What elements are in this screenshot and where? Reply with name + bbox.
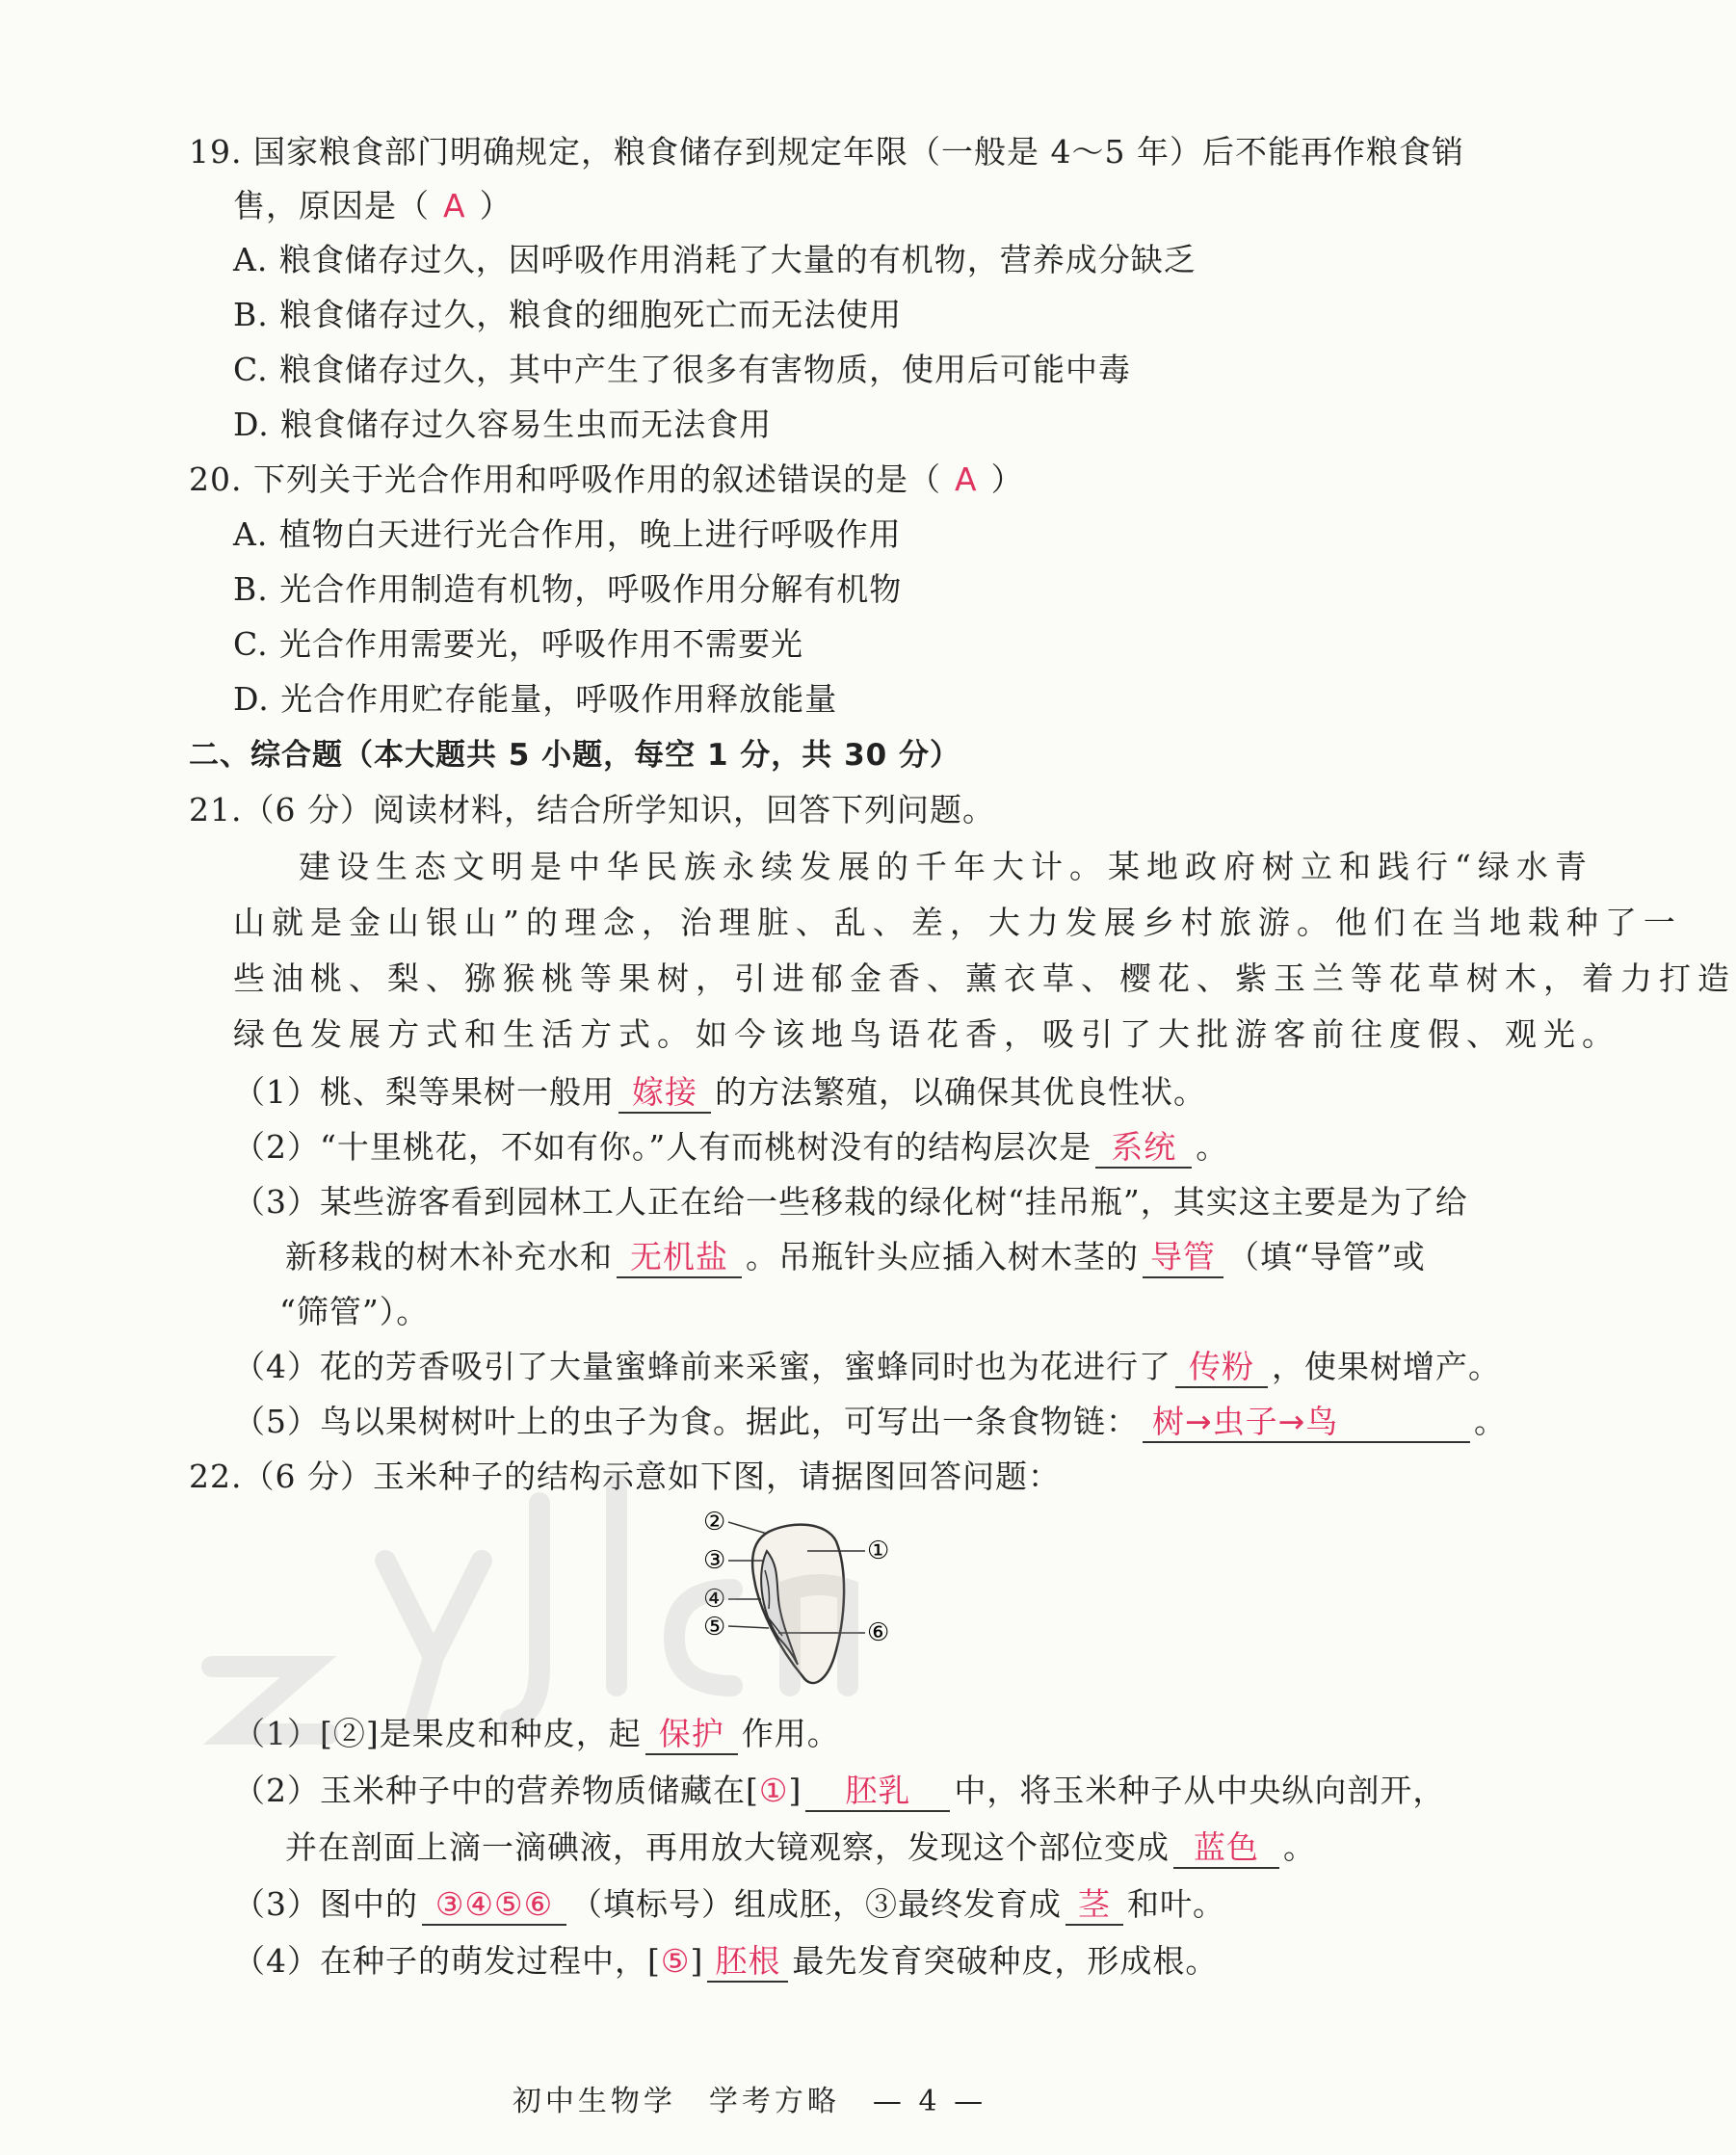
q22-part1-answer: 保护 xyxy=(645,1715,738,1755)
corn-seed-figure xyxy=(701,1508,913,1695)
q21-part4-answer: 传粉 xyxy=(1175,1348,1268,1388)
q22-part4-label: ⑤ xyxy=(660,1942,691,1980)
q22-part1 xyxy=(233,1713,840,1755)
q21-passage-line2: 山就是金山银山”的理念，治理脏、乱、差，大力发展乡村旅游。他们在当地栽种了一 xyxy=(233,904,1682,941)
q21-part1-text: （1）桃、梨等果树一般用 xyxy=(233,1073,615,1111)
q22-part4-text: （4）在种子的萌发过程中，[ xyxy=(233,1942,661,1980)
q22-part2-answer: 胚乳 xyxy=(805,1772,950,1812)
q22-part3-text-end: 和叶。 xyxy=(1127,1885,1225,1923)
q21-part1 xyxy=(233,1071,1206,1114)
q21-passage-line4: 绿色发展方式和生活方式。如今该地鸟语花香，吸引了大批游客前往度假、观光。 xyxy=(233,1015,1620,1053)
q21-part4-text-end: ，使果树增产。 xyxy=(1272,1348,1501,1385)
q19-option-a: A. 粮食储存过久，因呼吸作用消耗了大量的有机物，营养成分缺乏 xyxy=(233,241,1197,278)
q20-stem xyxy=(189,459,1024,501)
figure-label-3: ③ xyxy=(703,1546,726,1575)
q21-part2-text-end: 。 xyxy=(1196,1128,1229,1166)
q22-part4 xyxy=(233,1940,1218,1983)
q19-stem-line1: 19. 国家粮食部门明确规定，粮食储存到规定年限（一般是 4～5 年）后不能再作粮食销 xyxy=(189,133,1464,171)
leader-line-2 xyxy=(728,1522,767,1534)
q19-stem-line2 xyxy=(233,185,513,227)
q22-part1-text: （1）[ xyxy=(233,1715,333,1752)
q22-part3-answer2: 茎 xyxy=(1065,1885,1123,1926)
q22-part1-label: ② xyxy=(332,1715,366,1752)
q21-part3-line1: （3）某些游客看到园林工人正在给一些移栽的绿化树“挂吊瓶”，其实这主要是为了给 xyxy=(233,1183,1468,1221)
q19-option-c: C. 粮食储存过久，其中产生了很多有害物质，使用后可能中毒 xyxy=(233,351,1132,388)
q22-part3-answer1: ③④⑤⑥ xyxy=(422,1885,566,1926)
q20-answer: A xyxy=(954,460,978,498)
figure-label-4: ④ xyxy=(703,1585,726,1614)
q19-stem-end: ） xyxy=(479,187,513,224)
leader-line-5 xyxy=(728,1626,769,1628)
q19-stem-text: 售，原因是（ xyxy=(233,187,430,224)
q20-stem-text: 20. 下列关于光合作用和呼吸作用的叙述错误的是（ xyxy=(189,460,941,498)
q21-passage-line1: 建设生态文明是中华民族永续发展的千年大计。某地政府树立和践行“绿水青 xyxy=(299,848,1593,885)
q21-part2-text: （2）“十里桃花，不如有你。”人有而桃树没有的结构层次是 xyxy=(233,1128,1092,1166)
section2-heading: 二、综合题（本大题共 5 小题，每空 1 分，共 30 分） xyxy=(189,738,961,773)
q21-part3-text: 新移栽的树木补充水和 xyxy=(285,1238,613,1275)
q22-part4-answer: 胚根 xyxy=(707,1942,788,1983)
q20-option-b: B. 光合作用制造有机物，呼吸作用分解有机物 xyxy=(233,570,903,608)
q22-part2-line2-end: 。 xyxy=(1283,1828,1316,1866)
q21-part3-answer1: 无机盐 xyxy=(617,1238,742,1278)
q20-stem-end: ） xyxy=(990,460,1024,498)
q21-part5-text-end: 。 xyxy=(1474,1403,1507,1440)
page-footer: 初中生物学 学考方略 — 4 — xyxy=(512,2085,987,2118)
q22-stem: 22.（6 分）玉米种子的结构示意如下图，请据图回答问题： xyxy=(189,1458,1061,1495)
q21-part4-text: （4）花的芳香吸引了大量蜜蜂前来采蜜，蜜蜂同时也为花进行了 xyxy=(233,1348,1171,1385)
q21-part5-answer: 树→虫子→鸟 xyxy=(1143,1403,1470,1443)
q21-part3-text-mid: 。吊瓶针头应插入树木茎的 xyxy=(746,1238,1139,1275)
q20-option-c: C. 光合作用需要光，呼吸作用不需要光 xyxy=(233,625,804,663)
figure-label-2: ② xyxy=(703,1508,726,1537)
q21-part2 xyxy=(233,1126,1228,1169)
q21-part4 xyxy=(233,1346,1501,1388)
q21-part2-answer: 系统 xyxy=(1095,1128,1192,1169)
q21-part1-answer: 嫁接 xyxy=(618,1073,711,1114)
q22-part3-text-mid: （填标号）组成胚，③最终发育成 xyxy=(570,1885,1062,1923)
q22-part2-text-end: 中，将玉米种子从中央纵向剖开， xyxy=(954,1772,1446,1809)
q21-part3-line2 xyxy=(285,1236,1426,1278)
q20-option-d: D. 光合作用贮存能量，呼吸作用释放能量 xyxy=(233,680,838,718)
q22-part3-text: （3）图中的 xyxy=(233,1885,418,1923)
q21-part3-text-end: （填“导管”或 xyxy=(1227,1238,1426,1275)
q22-part2-text-mid: ] xyxy=(788,1772,802,1809)
q22-part2-label: ① xyxy=(758,1772,789,1809)
q22-part2-answer2: 蓝色 xyxy=(1173,1828,1279,1869)
q22-part4-text-mid: ] xyxy=(690,1942,704,1980)
q21-part3-line3: “筛管”）。 xyxy=(279,1293,430,1330)
q22-part1-text-end: 作用。 xyxy=(741,1715,840,1752)
q19-option-b: B. 粮食储存过久，粮食的细胞死亡而无法使用 xyxy=(233,296,903,333)
q22-part4-text-end: 最先发育突破种皮，形成根。 xyxy=(792,1942,1219,1980)
q22-part2-text: （2）玉米种子中的营养物质储藏在[ xyxy=(233,1772,759,1809)
q21-part3-answer2: 导管 xyxy=(1143,1238,1223,1278)
q22-part3 xyxy=(233,1883,1225,1926)
q21-part5-text: （5）鸟以果树树叶上的虫子为食。据此，可写出一条食物链： xyxy=(233,1403,1139,1440)
corn-seed-diagram xyxy=(701,1508,913,1695)
q21-part5 xyxy=(233,1401,1507,1443)
q19-option-d: D. 粮食储存过久容易生虫而无法食用 xyxy=(233,406,773,443)
q19-answer: A xyxy=(443,187,466,224)
q21-stem: 21.（6 分）阅读材料，结合所学知识，回答下列问题。 xyxy=(189,791,995,828)
q20-option-a: A. 植物白天进行光合作用，晚上进行呼吸作用 xyxy=(233,515,902,553)
q22-part2-line1 xyxy=(233,1770,1445,1812)
q22-part1-text-mid: ]是果皮和种皮，起 xyxy=(365,1715,642,1752)
q21-part1-text-end: 的方法繁殖，以确保其优良性状。 xyxy=(715,1073,1206,1111)
figure-label-6: ⑥ xyxy=(867,1618,890,1647)
figure-label-1: ① xyxy=(867,1537,890,1565)
figure-label-5: ⑤ xyxy=(703,1613,726,1642)
q21-passage-line3: 些油桃、梨、猕猴桃等果树，引进郁金香、薰衣草、樱花、紫玉兰等花草树木，着力打造 xyxy=(233,959,1736,997)
q22-part2-line2-text: 并在剖面上滴一滴碘液，再用放大镜观察，发现这个部位变成 xyxy=(285,1828,1170,1866)
q22-part2-line2 xyxy=(285,1826,1316,1869)
